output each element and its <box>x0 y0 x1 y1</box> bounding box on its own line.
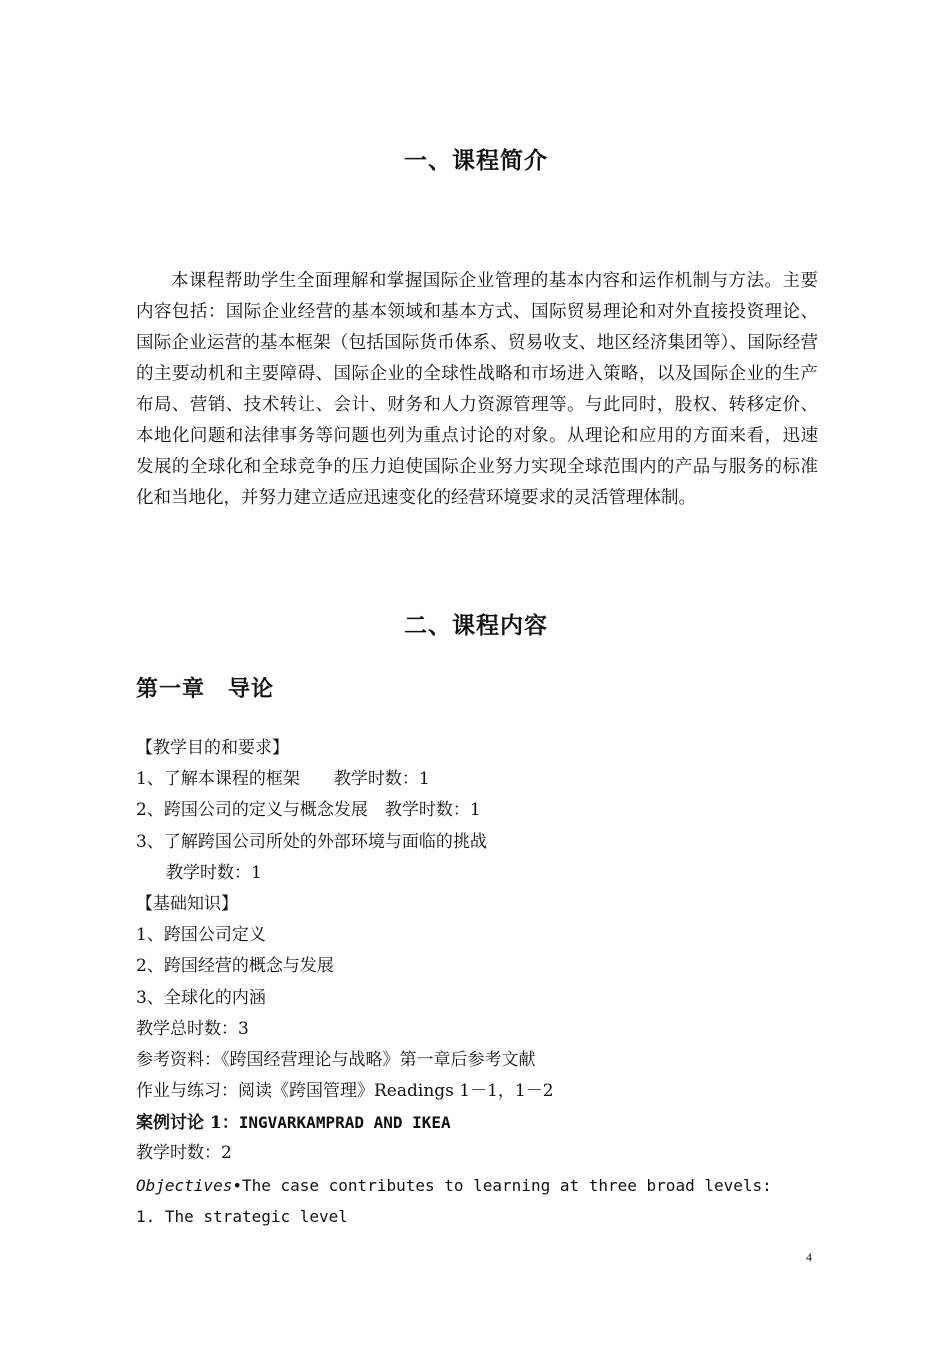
basic-item-2: 2、跨国经营的概念与发展 <box>136 956 334 977</box>
case-hours: 教学时数：2 <box>136 1143 232 1164</box>
objective-item-2: 2、跨国公司的定义与概念发展 教学时数：1 <box>136 800 481 821</box>
chapter-body <box>136 733 836 1232</box>
objectives-text: •The case contributes to learning at three broad levels: <box>232 1175 772 1195</box>
objectives-header: 【教学目的和要求】 <box>136 738 289 758</box>
page-number: 4 <box>806 1250 812 1264</box>
objective-item-3: 3、了解跨国公司所处的外部环境与面临的挑战 <box>136 831 487 852</box>
basic-item-3: 3、全球化的内涵 <box>136 987 266 1008</box>
basic-item-1: 1、跨国公司定义 <box>136 925 266 946</box>
course-intro-paragraph: 本课程帮助学生全面理解和掌握国际企业管理的基本内容和运作机制与方法。主要内容包括：国际企业经营的基本领域和基本方式、国际贸易理论和对外直接投资理论、国际企业运营的基本框架（包括国际货币体系、贸易收支、地区经济集团等）、国际经营的主要动机和主要障碍、国际企业的全球性战略和市场进入策略，以及国际企业的生产布局、营销、技术转让、会计、财务和人力资源管理等。与此同时，股权、转移定价、本地化问题和法律事务等问题也列为重点讨论的对象。从理论和应用的方面来看，迅速发展的全球化和全球竞争的压力迫使国际企业努力实现全球范围内的产品与服务的标准化和当地化，并努力建立适应迅速变化的经营环境要求的灵活管理体制。 <box>136 271 818 508</box>
total-hours: 教学总时数：3 <box>136 1018 249 1039</box>
case-label: 案例讨论 1： <box>136 1113 239 1134</box>
objectives-label: Objectives <box>136 1175 233 1195</box>
case-objectives <box>136 1170 836 1201</box>
objective-item-1: 1、了解本课程的框架 教学时数：1 <box>136 769 430 790</box>
objective-item-3-hours: 教学时数：1 <box>166 862 262 883</box>
basics-header: 【基础知识】 <box>136 893 238 914</box>
case-discussion <box>136 1107 836 1138</box>
section-title-course-content: 二、课程内容 <box>404 612 548 639</box>
chapter-title: 第一章 导论 <box>136 676 275 702</box>
references: 参考资料：《跨国经营理论与战略》第一章后参考文献 <box>136 1049 536 1070</box>
case-name: INGVARKAMPRAD AND IKEA <box>238 1113 451 1133</box>
section-title-course-intro: 一、课程简介 <box>404 147 548 174</box>
strategic-level-item: 1. The strategic level <box>136 1206 348 1226</box>
homework: 作业与练习：阅读《跨国管理》Readings 1－1，1－2 <box>136 1081 554 1102</box>
